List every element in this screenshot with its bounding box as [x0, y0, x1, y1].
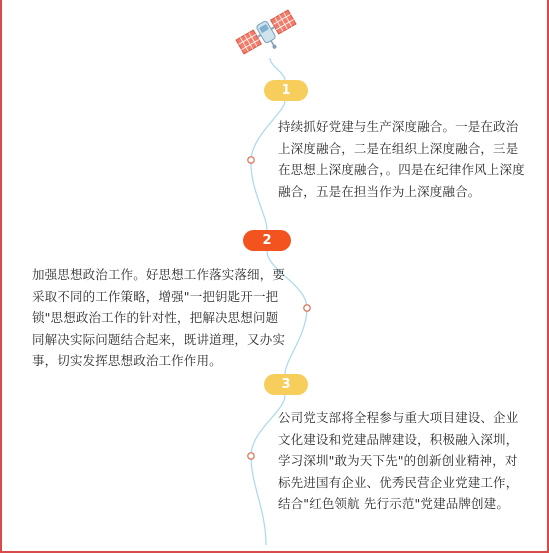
satellite-icon	[235, 8, 301, 63]
step-description: 加强思想政治工作。好思想工作落实落细，要采取不同的工作策略，增强"一把钥匙开一把锁"思想政治工作的针对性，把解决思想问题同解决实际问题结合起来，既讲道理，又办实事，切实发挥思想政治工作作用。	[32, 267, 286, 368]
step-description: 持续抓好党建与生产深度融合。一是在政治上深度融合，二是在组织上深度融合，三是在思想上深度融合，。四是在纪律作风上深度融合，五是在担当作为上深度融合。	[278, 119, 525, 199]
timeline-node-1	[248, 157, 254, 163]
timeline-node-2	[304, 305, 310, 311]
timeline-node-3	[248, 453, 254, 459]
step-number-badge: 2	[243, 230, 291, 251]
step-number-badge: 3	[264, 374, 308, 395]
step-number-badge: 1	[264, 80, 308, 101]
step-description: 公司党支部将全程参与重大项目建设、企业文化建设和党建品牌建设，积极融入深圳，学习深圳"敢为天下先"的创新创业精神，对标先进国有企业、优秀民营企业党建工作，结合"红色领航 先行示范"党建品牌创建。	[278, 410, 519, 511]
